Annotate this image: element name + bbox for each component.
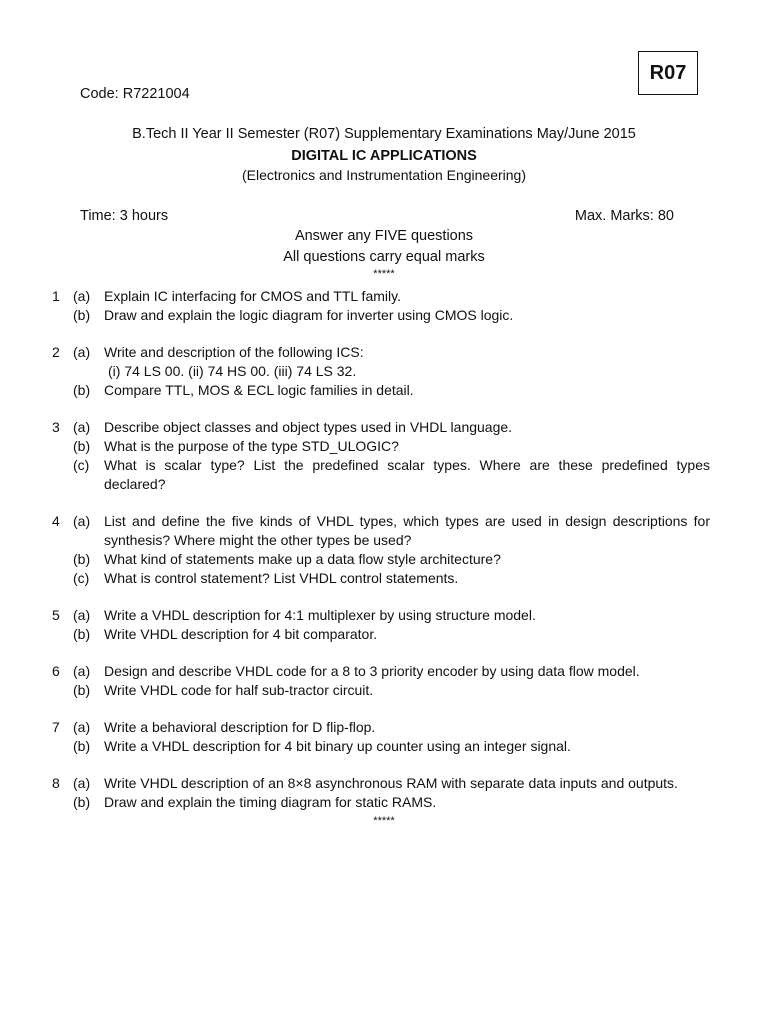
part-text: Explain IC interfacing for CMOS and TTL family. bbox=[104, 288, 401, 304]
part-label: (c) bbox=[73, 457, 90, 473]
part-text: Describe object classes and object types used in VHDL language. bbox=[104, 419, 513, 435]
part-subitems: (i) 74 LS 00. (ii) 74 HS 00. (iii) 74 LS 32. bbox=[108, 363, 357, 379]
part-label: (b) bbox=[73, 382, 91, 398]
separator-stars-bottom: ***** bbox=[373, 815, 395, 827]
part-text: Write a behavioral description for D flip-flop. bbox=[104, 719, 376, 735]
question-part bbox=[0, 662, 768, 681]
question-part bbox=[0, 737, 768, 756]
part-text: Write VHDL description for 4 bit comparator. bbox=[104, 626, 378, 642]
part-label: (a) bbox=[73, 288, 91, 304]
part-text: Draw and explain the logic diagram for inverter using CMOS logic. bbox=[104, 307, 514, 323]
question-7 bbox=[0, 718, 768, 756]
question-8 bbox=[0, 774, 768, 812]
question-part bbox=[0, 793, 768, 812]
part-label: (b) bbox=[73, 626, 91, 642]
part-text: List and define the five kinds of VHDL types, which types are used in design descriptions for synthesis? Where might the other types be used? bbox=[104, 513, 710, 548]
question-number: 7 bbox=[52, 719, 60, 735]
separator-stars-top: ***** bbox=[373, 268, 395, 280]
part-text: Write and description of the following ICS: bbox=[104, 344, 364, 360]
question-list bbox=[0, 287, 768, 830]
question-part bbox=[0, 437, 768, 456]
question-number: 2 bbox=[52, 344, 60, 360]
instruction-equal-marks: All questions carry equal marks bbox=[283, 249, 485, 265]
question-part bbox=[0, 456, 768, 494]
part-text: What is control statement? List VHDL control statements. bbox=[104, 570, 459, 586]
part-label: (b) bbox=[73, 551, 91, 567]
question-number: 1 bbox=[52, 288, 60, 304]
instruction-answer-five: Answer any FIVE questions bbox=[294, 228, 474, 244]
part-label: (b) bbox=[73, 738, 91, 754]
question-number: 3 bbox=[52, 419, 60, 435]
part-label: (a) bbox=[73, 663, 91, 679]
part-label: (b) bbox=[73, 438, 91, 454]
subject-title: DIGITAL IC APPLICATIONS bbox=[291, 148, 477, 164]
question-part bbox=[0, 718, 768, 737]
part-label: (b) bbox=[73, 682, 91, 698]
part-label: (a) bbox=[73, 607, 91, 623]
question-4 bbox=[0, 512, 768, 588]
exam-title: B.Tech II Year II Semester (R07) Supplementary Examinations May/June 2015 bbox=[132, 126, 636, 142]
part-label: (a) bbox=[73, 344, 91, 360]
part-text: What is scalar type? List the predefined scalar types. Where are these predefined types declared? bbox=[104, 457, 710, 492]
question-part bbox=[0, 381, 768, 400]
max-marks: Max. Marks: 80 bbox=[574, 208, 674, 224]
part-label: (b) bbox=[73, 794, 91, 810]
question-2 bbox=[0, 343, 768, 400]
question-part bbox=[0, 681, 768, 700]
part-text: Design and describe VHDL code for a 8 to 3 priority encoder by using data flow model. bbox=[104, 663, 640, 679]
subject-code: Code: R7221004 bbox=[80, 86, 190, 102]
question-part bbox=[0, 512, 768, 550]
part-label: (a) bbox=[73, 419, 91, 435]
exam-duration: Time: 3 hours bbox=[80, 208, 169, 224]
part-label: (c) bbox=[73, 570, 90, 586]
question-number: 8 bbox=[52, 775, 60, 791]
question-5 bbox=[0, 606, 768, 644]
question-number: 6 bbox=[52, 663, 60, 679]
part-label: (b) bbox=[73, 307, 91, 323]
question-number: 4 bbox=[52, 513, 60, 529]
question-part bbox=[0, 287, 768, 306]
question-part bbox=[0, 418, 768, 437]
part-label: (a) bbox=[73, 719, 91, 735]
part-text: Write a VHDL description for 4:1 multiplexer by using structure model. bbox=[104, 607, 536, 623]
part-text: Write VHDL description of an 8×8 asynchronous RAM with separate data inputs and outputs. bbox=[104, 775, 678, 791]
part-label: (a) bbox=[73, 513, 91, 529]
question-6 bbox=[0, 662, 768, 700]
part-label: (a) bbox=[73, 775, 91, 791]
question-part bbox=[0, 550, 768, 569]
part-text: Compare TTL, MOS & ECL logic families in detail. bbox=[104, 382, 414, 398]
question-3 bbox=[0, 418, 768, 494]
question-1 bbox=[0, 287, 768, 325]
department-title: (Electronics and Instrumentation Engineering) bbox=[241, 167, 527, 183]
question-part bbox=[0, 774, 768, 793]
question-number: 5 bbox=[52, 607, 60, 623]
part-text: Write VHDL code for half sub-tractor circuit. bbox=[104, 682, 374, 698]
question-part bbox=[0, 569, 768, 588]
part-text: What is the purpose of the type STD_ULOGIC? bbox=[104, 438, 399, 454]
question-part bbox=[0, 606, 768, 625]
question-part bbox=[0, 625, 768, 644]
part-text: What kind of statements make up a data flow style architecture? bbox=[104, 551, 501, 567]
part-text: Draw and explain the timing diagram for static RAMS. bbox=[104, 794, 437, 810]
part-text: Write a VHDL description for 4 bit binary up counter using an integer signal. bbox=[104, 738, 571, 754]
question-part bbox=[0, 306, 768, 325]
question-part bbox=[0, 343, 768, 362]
paper-code-badge: R07 bbox=[638, 51, 698, 95]
